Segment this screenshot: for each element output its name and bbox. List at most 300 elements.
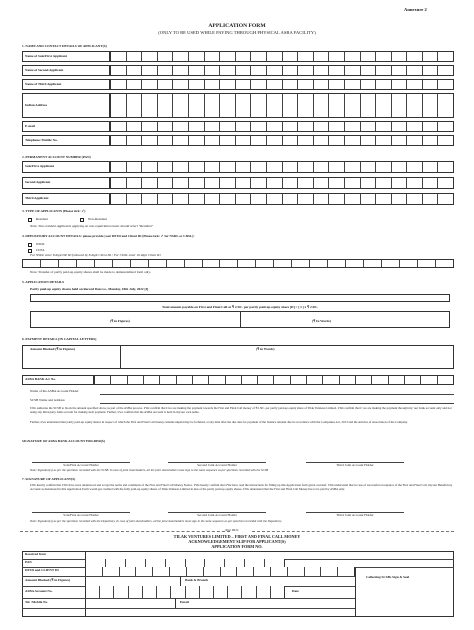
- character-box[interactable]: [345, 80, 361, 89]
- character-box[interactable]: [389, 376, 405, 384]
- character-box[interactable]: [328, 260, 346, 267]
- character-box[interactable]: [251, 136, 267, 145]
- character-box[interactable]: [189, 94, 205, 117]
- character-box[interactable]: [382, 260, 400, 267]
- character-box[interactable]: [205, 162, 221, 172]
- character-box[interactable]: [392, 194, 408, 204]
- pan-boxes-1[interactable]: [110, 177, 454, 189]
- character-box[interactable]: [418, 260, 436, 267]
- character-box[interactable]: [298, 80, 314, 89]
- character-box[interactable]: [173, 52, 189, 61]
- character-box[interactable]: [271, 567, 288, 576]
- character-box[interactable]: [153, 567, 170, 576]
- character-box[interactable]: [127, 136, 143, 145]
- character-box[interactable]: [129, 586, 143, 598]
- character-box[interactable]: [189, 162, 205, 172]
- character-box[interactable]: [298, 66, 314, 75]
- character-box[interactable]: [407, 194, 423, 204]
- character-box[interactable]: [298, 122, 314, 131]
- character-box[interactable]: [251, 178, 267, 188]
- character-box[interactable]: [423, 194, 439, 204]
- character-box[interactable]: [438, 122, 453, 131]
- character-box[interactable]: [189, 194, 205, 204]
- character-box[interactable]: [345, 162, 361, 172]
- character-box[interactable]: [407, 66, 423, 75]
- character-box[interactable]: [173, 66, 189, 75]
- applicant-detail-boxes-5[interactable]: [110, 135, 454, 146]
- character-box[interactable]: [95, 260, 113, 267]
- resident-checkbox[interactable]: [28, 218, 32, 222]
- character-box[interactable]: [438, 94, 453, 117]
- character-box[interactable]: [173, 178, 189, 188]
- character-box[interactable]: [291, 376, 307, 384]
- character-box[interactable]: [345, 136, 361, 145]
- character-box[interactable]: [220, 52, 236, 61]
- character-box[interactable]: [220, 66, 236, 75]
- character-box[interactable]: [173, 194, 189, 204]
- character-box[interactable]: [158, 136, 174, 145]
- character-box[interactable]: [236, 122, 252, 131]
- character-box[interactable]: [221, 567, 238, 576]
- character-box[interactable]: [323, 376, 339, 384]
- character-box[interactable]: [271, 586, 284, 598]
- character-box[interactable]: [226, 376, 242, 384]
- character-box[interactable]: [438, 66, 453, 75]
- character-box[interactable]: [423, 178, 439, 188]
- character-box[interactable]: [438, 194, 453, 204]
- character-box[interactable]: [220, 136, 236, 145]
- character-box[interactable]: [376, 136, 392, 145]
- character-box[interactable]: [314, 178, 330, 188]
- character-box[interactable]: [361, 178, 377, 188]
- character-box[interactable]: [205, 66, 221, 75]
- character-box[interactable]: [392, 80, 408, 89]
- character-box[interactable]: [158, 80, 174, 89]
- slip-asba-boxes[interactable]: [85, 586, 285, 598]
- character-box[interactable]: [251, 52, 267, 61]
- character-box[interactable]: [438, 376, 453, 384]
- character-box[interactable]: [236, 162, 252, 172]
- character-box[interactable]: [111, 376, 127, 384]
- character-box[interactable]: [189, 52, 205, 61]
- character-box[interactable]: [267, 178, 283, 188]
- character-box[interactable]: [220, 80, 236, 89]
- character-box[interactable]: [283, 66, 299, 75]
- character-box[interactable]: [225, 559, 245, 567]
- character-box[interactable]: [126, 559, 146, 567]
- character-box[interactable]: [283, 94, 299, 117]
- character-box[interactable]: [111, 194, 127, 204]
- character-box[interactable]: [314, 162, 330, 172]
- character-box[interactable]: [146, 559, 166, 567]
- character-box[interactable]: [338, 567, 354, 576]
- character-box[interactable]: [86, 567, 103, 576]
- character-box[interactable]: [254, 567, 271, 576]
- character-box[interactable]: [329, 66, 345, 75]
- character-box[interactable]: [127, 80, 143, 89]
- character-box[interactable]: [205, 80, 221, 89]
- character-box[interactable]: [274, 260, 292, 267]
- character-box[interactable]: [167, 260, 185, 267]
- character-box[interactable]: [106, 559, 126, 567]
- character-box[interactable]: [329, 136, 345, 145]
- character-box[interactable]: [314, 136, 330, 145]
- character-box[interactable]: [142, 80, 158, 89]
- character-box[interactable]: [376, 80, 392, 89]
- applicant-detail-boxes-2[interactable]: [110, 79, 454, 90]
- character-box[interactable]: [283, 194, 299, 204]
- character-box[interactable]: [283, 52, 299, 61]
- character-box[interactable]: [438, 52, 453, 61]
- shares-held-box[interactable]: [30, 294, 450, 302]
- character-box[interactable]: [361, 94, 377, 117]
- character-box[interactable]: [361, 162, 377, 172]
- character-box[interactable]: [251, 194, 267, 204]
- character-box[interactable]: [423, 136, 439, 145]
- character-box[interactable]: [251, 94, 267, 117]
- character-box[interactable]: [423, 162, 439, 172]
- character-box[interactable]: [265, 559, 284, 567]
- character-box[interactable]: [251, 122, 267, 131]
- character-box[interactable]: [267, 94, 283, 117]
- character-box[interactable]: [376, 94, 392, 117]
- slip-pan-boxes[interactable]: [85, 559, 285, 567]
- character-box[interactable]: [267, 194, 283, 204]
- character-box[interactable]: [220, 122, 236, 131]
- character-box[interactable]: [220, 178, 236, 188]
- character-box[interactable]: [267, 136, 283, 145]
- character-box[interactable]: [376, 162, 392, 172]
- character-box[interactable]: [267, 162, 283, 172]
- character-box[interactable]: [236, 194, 252, 204]
- character-box[interactable]: [111, 66, 127, 75]
- character-box[interactable]: [111, 136, 127, 145]
- character-box[interactable]: [171, 586, 185, 598]
- character-box[interactable]: [189, 178, 205, 188]
- character-box[interactable]: [205, 52, 221, 61]
- character-box[interactable]: [314, 80, 330, 89]
- character-box[interactable]: [288, 567, 305, 576]
- character-box[interactable]: [340, 376, 356, 384]
- character-box[interactable]: [438, 136, 453, 145]
- character-box[interactable]: [283, 80, 299, 89]
- character-box[interactable]: [200, 586, 214, 598]
- character-box[interactable]: [407, 80, 423, 89]
- character-box[interactable]: [77, 260, 95, 267]
- character-box[interactable]: [307, 376, 323, 384]
- character-box[interactable]: [314, 122, 330, 131]
- character-box[interactable]: [111, 122, 127, 131]
- character-box[interactable]: [189, 66, 205, 75]
- character-box[interactable]: [245, 559, 265, 567]
- character-box[interactable]: [407, 178, 423, 188]
- character-box[interactable]: [407, 136, 423, 145]
- character-box[interactable]: [186, 559, 206, 567]
- character-box[interactable]: [400, 260, 418, 267]
- character-box[interactable]: [128, 376, 144, 384]
- character-box[interactable]: [170, 567, 187, 576]
- character-box[interactable]: [120, 567, 137, 576]
- character-box[interactable]: [376, 66, 392, 75]
- character-box[interactable]: [314, 66, 330, 75]
- character-box[interactable]: [173, 136, 189, 145]
- character-box[interactable]: [361, 136, 377, 145]
- character-box[interactable]: [438, 162, 453, 172]
- character-box[interactable]: [158, 66, 174, 75]
- character-box[interactable]: [59, 260, 77, 267]
- character-box[interactable]: [423, 52, 439, 61]
- character-box[interactable]: [236, 94, 252, 117]
- character-box[interactable]: [257, 586, 271, 598]
- character-box[interactable]: [189, 80, 205, 89]
- character-box[interactable]: [256, 260, 274, 267]
- character-box[interactable]: [205, 136, 221, 145]
- character-box[interactable]: [127, 122, 143, 131]
- character-box[interactable]: [86, 586, 100, 598]
- character-box[interactable]: [267, 80, 283, 89]
- character-box[interactable]: [203, 260, 221, 267]
- character-box[interactable]: [345, 94, 361, 117]
- character-box[interactable]: [329, 122, 345, 131]
- character-box[interactable]: [242, 586, 256, 598]
- character-box[interactable]: [329, 94, 345, 117]
- character-box[interactable]: [111, 94, 127, 117]
- character-box[interactable]: [345, 194, 361, 204]
- character-box[interactable]: [142, 194, 158, 204]
- character-box[interactable]: [228, 586, 242, 598]
- character-box[interactable]: [103, 567, 120, 576]
- character-box[interactable]: [127, 194, 143, 204]
- character-box[interactable]: [267, 66, 283, 75]
- character-box[interactable]: [392, 122, 408, 131]
- character-box[interactable]: [314, 194, 330, 204]
- character-box[interactable]: [127, 178, 143, 188]
- dp-client-id-boxes[interactable]: [22, 259, 454, 268]
- character-box[interactable]: [364, 260, 382, 267]
- character-box[interactable]: [158, 52, 174, 61]
- applicant-detail-boxes-4[interactable]: [110, 121, 454, 132]
- character-box[interactable]: [173, 80, 189, 89]
- character-box[interactable]: [149, 260, 167, 267]
- character-box[interactable]: [305, 567, 322, 576]
- character-box[interactable]: [205, 178, 221, 188]
- scsb-name-line[interactable]: [100, 403, 454, 404]
- character-box[interactable]: [237, 567, 254, 576]
- character-box[interactable]: [142, 94, 158, 117]
- character-box[interactable]: [346, 260, 364, 267]
- character-box[interactable]: [329, 80, 345, 89]
- character-box[interactable]: [23, 260, 41, 267]
- character-box[interactable]: [251, 66, 267, 75]
- character-box[interactable]: [127, 52, 143, 61]
- character-box[interactable]: [205, 194, 221, 204]
- character-box[interactable]: [283, 122, 299, 131]
- nsdl-checkbox[interactable]: [28, 243, 32, 247]
- character-box[interactable]: [205, 122, 221, 131]
- character-box[interactable]: [376, 52, 392, 61]
- character-box[interactable]: [114, 586, 128, 598]
- character-box[interactable]: [356, 376, 372, 384]
- character-box[interactable]: [131, 260, 149, 267]
- character-box[interactable]: [127, 94, 143, 117]
- character-box[interactable]: [236, 66, 252, 75]
- character-box[interactable]: [158, 94, 174, 117]
- character-box[interactable]: [274, 376, 290, 384]
- applicant-detail-boxes-3[interactable]: [110, 93, 454, 118]
- character-box[interactable]: [407, 52, 423, 61]
- character-box[interactable]: [292, 260, 310, 267]
- character-box[interactable]: [407, 162, 423, 172]
- character-box[interactable]: [113, 260, 131, 267]
- character-box[interactable]: [142, 178, 158, 188]
- character-box[interactable]: [392, 136, 408, 145]
- character-box[interactable]: [100, 586, 114, 598]
- character-box[interactable]: [205, 94, 221, 117]
- character-box[interactable]: [438, 178, 453, 188]
- character-box[interactable]: [376, 178, 392, 188]
- character-box[interactable]: [143, 586, 157, 598]
- character-box[interactable]: [298, 52, 314, 61]
- character-box[interactable]: [329, 178, 345, 188]
- character-box[interactable]: [423, 66, 439, 75]
- non-resident-checkbox[interactable]: [80, 218, 84, 222]
- character-box[interactable]: [392, 162, 408, 172]
- character-box[interactable]: [345, 52, 361, 61]
- character-box[interactable]: [298, 194, 314, 204]
- character-box[interactable]: [142, 136, 158, 145]
- character-box[interactable]: [173, 122, 189, 131]
- character-box[interactable]: [345, 66, 361, 75]
- character-box[interactable]: [345, 122, 361, 131]
- character-box[interactable]: [361, 66, 377, 75]
- character-box[interactable]: [242, 376, 258, 384]
- character-box[interactable]: [177, 376, 193, 384]
- character-box[interactable]: [127, 162, 143, 172]
- character-box[interactable]: [220, 260, 238, 267]
- character-box[interactable]: [187, 567, 204, 576]
- character-box[interactable]: [283, 162, 299, 172]
- character-box[interactable]: [220, 94, 236, 117]
- character-box[interactable]: [376, 122, 392, 131]
- character-box[interactable]: [361, 194, 377, 204]
- character-box[interactable]: [136, 567, 153, 576]
- character-box[interactable]: [251, 80, 267, 89]
- character-box[interactable]: [267, 122, 283, 131]
- character-box[interactable]: [236, 52, 252, 61]
- character-box[interactable]: [267, 52, 283, 61]
- character-box[interactable]: [220, 162, 236, 172]
- applicant-detail-boxes-0[interactable]: [110, 51, 454, 62]
- character-box[interactable]: [407, 94, 423, 117]
- character-box[interactable]: [361, 80, 377, 89]
- character-box[interactable]: [209, 376, 225, 384]
- character-box[interactable]: [158, 122, 174, 131]
- character-box[interactable]: [345, 178, 361, 188]
- asba-account-boxes[interactable]: [94, 375, 454, 385]
- character-box[interactable]: [111, 80, 127, 89]
- character-box[interactable]: [111, 52, 127, 61]
- character-box[interactable]: [142, 122, 158, 131]
- character-box[interactable]: [251, 162, 267, 172]
- character-box[interactable]: [392, 178, 408, 188]
- character-box[interactable]: [160, 376, 176, 384]
- applicant-detail-boxes-1[interactable]: [110, 65, 454, 76]
- character-box[interactable]: [298, 136, 314, 145]
- character-box[interactable]: [407, 122, 423, 131]
- character-box[interactable]: [41, 260, 59, 267]
- amount-blocked-box[interactable]: [22, 345, 454, 369]
- character-box[interactable]: [314, 52, 330, 61]
- character-box[interactable]: [238, 260, 256, 267]
- character-box[interactable]: [142, 66, 158, 75]
- character-box[interactable]: [205, 559, 225, 567]
- character-box[interactable]: [204, 567, 221, 576]
- character-box[interactable]: [236, 80, 252, 89]
- character-box[interactable]: [189, 136, 205, 145]
- character-box[interactable]: [86, 559, 106, 567]
- character-box[interactable]: [438, 80, 453, 89]
- character-box[interactable]: [144, 376, 160, 384]
- character-box[interactable]: [329, 52, 345, 61]
- character-box[interactable]: [158, 194, 174, 204]
- character-box[interactable]: [392, 52, 408, 61]
- character-box[interactable]: [193, 376, 209, 384]
- character-box[interactable]: [173, 94, 189, 117]
- character-box[interactable]: [392, 94, 408, 117]
- character-box[interactable]: [329, 194, 345, 204]
- character-box[interactable]: [111, 178, 127, 188]
- character-box[interactable]: [258, 376, 274, 384]
- character-box[interactable]: [166, 559, 186, 567]
- character-box[interactable]: [436, 260, 453, 267]
- character-box[interactable]: [283, 136, 299, 145]
- pan-boxes-2[interactable]: [110, 193, 454, 205]
- character-box[interactable]: [321, 567, 338, 576]
- character-box[interactable]: [329, 162, 345, 172]
- character-box[interactable]: [310, 260, 328, 267]
- character-box[interactable]: [361, 122, 377, 131]
- character-box[interactable]: [214, 586, 228, 598]
- character-box[interactable]: [158, 162, 174, 172]
- character-box[interactable]: [298, 162, 314, 172]
- character-box[interactable]: [173, 162, 189, 172]
- character-box[interactable]: [127, 66, 143, 75]
- character-box[interactable]: [423, 122, 439, 131]
- character-box[interactable]: [95, 376, 111, 384]
- character-box[interactable]: [236, 178, 252, 188]
- character-box[interactable]: [361, 52, 377, 61]
- character-box[interactable]: [421, 376, 437, 384]
- character-box[interactable]: [186, 586, 200, 598]
- holder-name-line[interactable]: [100, 394, 454, 395]
- character-box[interactable]: [376, 194, 392, 204]
- character-box[interactable]: [298, 94, 314, 117]
- character-box[interactable]: [392, 66, 408, 75]
- character-box[interactable]: [111, 162, 127, 172]
- character-box[interactable]: [158, 178, 174, 188]
- slip-dpid-boxes[interactable]: [85, 567, 355, 576]
- character-box[interactable]: [157, 586, 171, 598]
- character-box[interactable]: [405, 376, 421, 384]
- character-box[interactable]: [220, 194, 236, 204]
- character-box[interactable]: [189, 122, 205, 131]
- character-box[interactable]: [142, 162, 158, 172]
- character-box[interactable]: [283, 178, 299, 188]
- character-box[interactable]: [298, 178, 314, 188]
- character-box[interactable]: [423, 80, 439, 89]
- character-box[interactable]: [142, 52, 158, 61]
- character-box[interactable]: [185, 260, 203, 267]
